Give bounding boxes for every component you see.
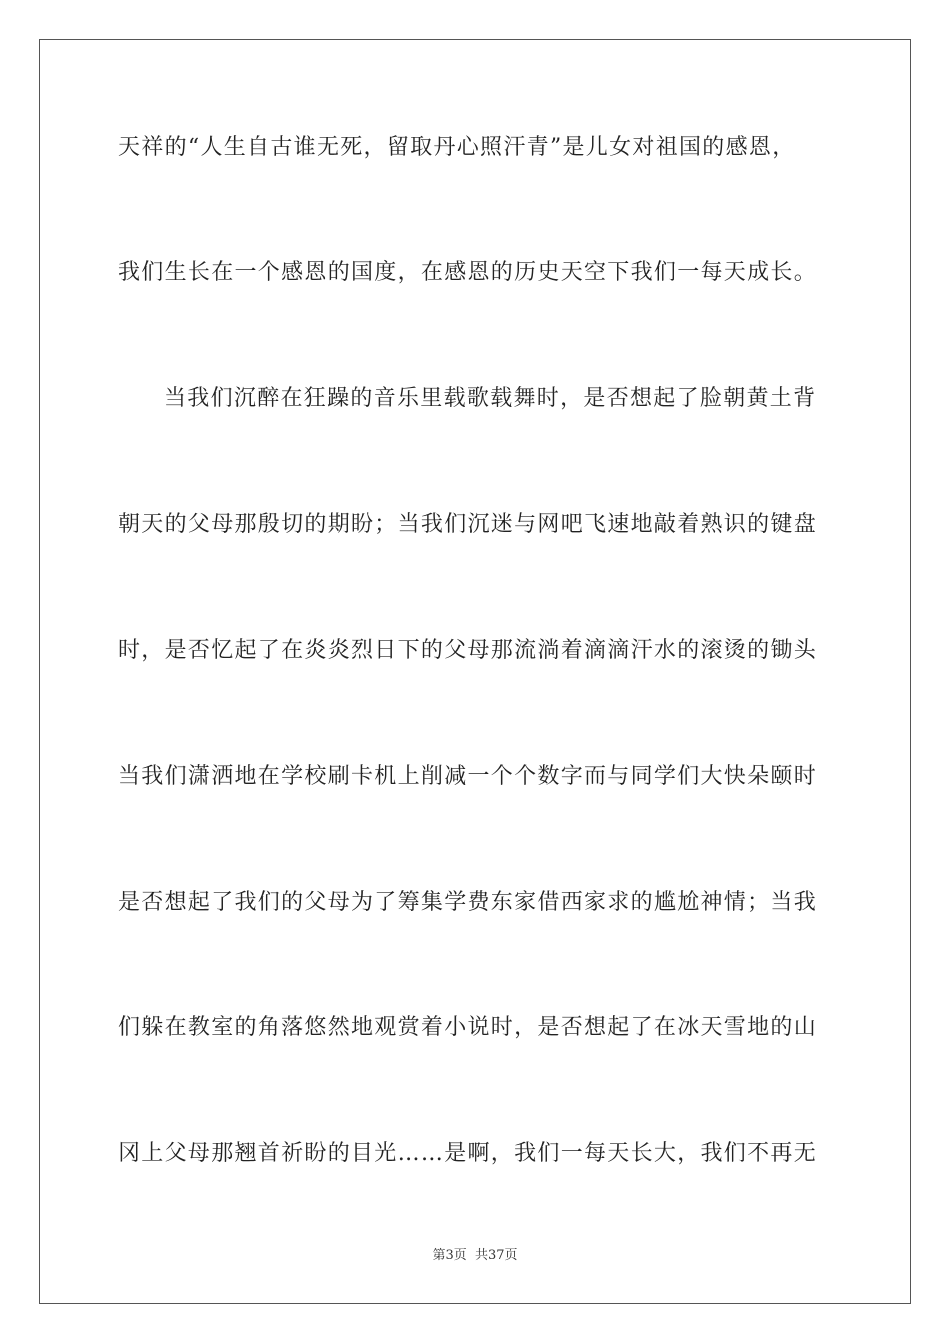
page-border bbox=[39, 39, 911, 1304]
text-line: 冈上父母那翘首祈盼的目光……是啊，我们一每天长大，我们不再无 bbox=[118, 1141, 818, 1166]
text-line: 当我们潇洒地在学校刷卡机上削减一个个数字而与同学们大快朵颐时 bbox=[118, 764, 818, 789]
page-total: 共37页 bbox=[474, 1248, 518, 1263]
text-line: 天祥的“人生自古谁无死，留取丹心照汗青”是儿女对祖国的感恩， bbox=[118, 135, 796, 160]
text-line: 是否想起了我们的父母为了筹集学费东家借西家求的尴尬神情；当我 bbox=[118, 890, 818, 915]
text-line: 我们生长在一个感恩的国度，在感恩的历史天空下我们一每天成长。 bbox=[118, 260, 818, 285]
page-number: 第3页 bbox=[432, 1248, 467, 1263]
text-line: 时，是否忆起了在炎炎烈日下的父母那流淌着滴滴汗水的滚烫的锄头 bbox=[118, 638, 818, 663]
page-footer bbox=[0, 1247, 950, 1265]
text-line: 朝天的父母那殷切的期盼；当我们沉迷与网吧飞速地敲着熟识的键盘 bbox=[118, 512, 818, 537]
text-line: 们躲在教室的角落悠然地观赏着小说时，是否想起了在冰天雪地的山 bbox=[118, 1015, 818, 1040]
paragraph-start-line: 当我们沉醉在狂躁的音乐里载歌载舞时，是否想起了脸朝黄土背 bbox=[164, 386, 817, 411]
